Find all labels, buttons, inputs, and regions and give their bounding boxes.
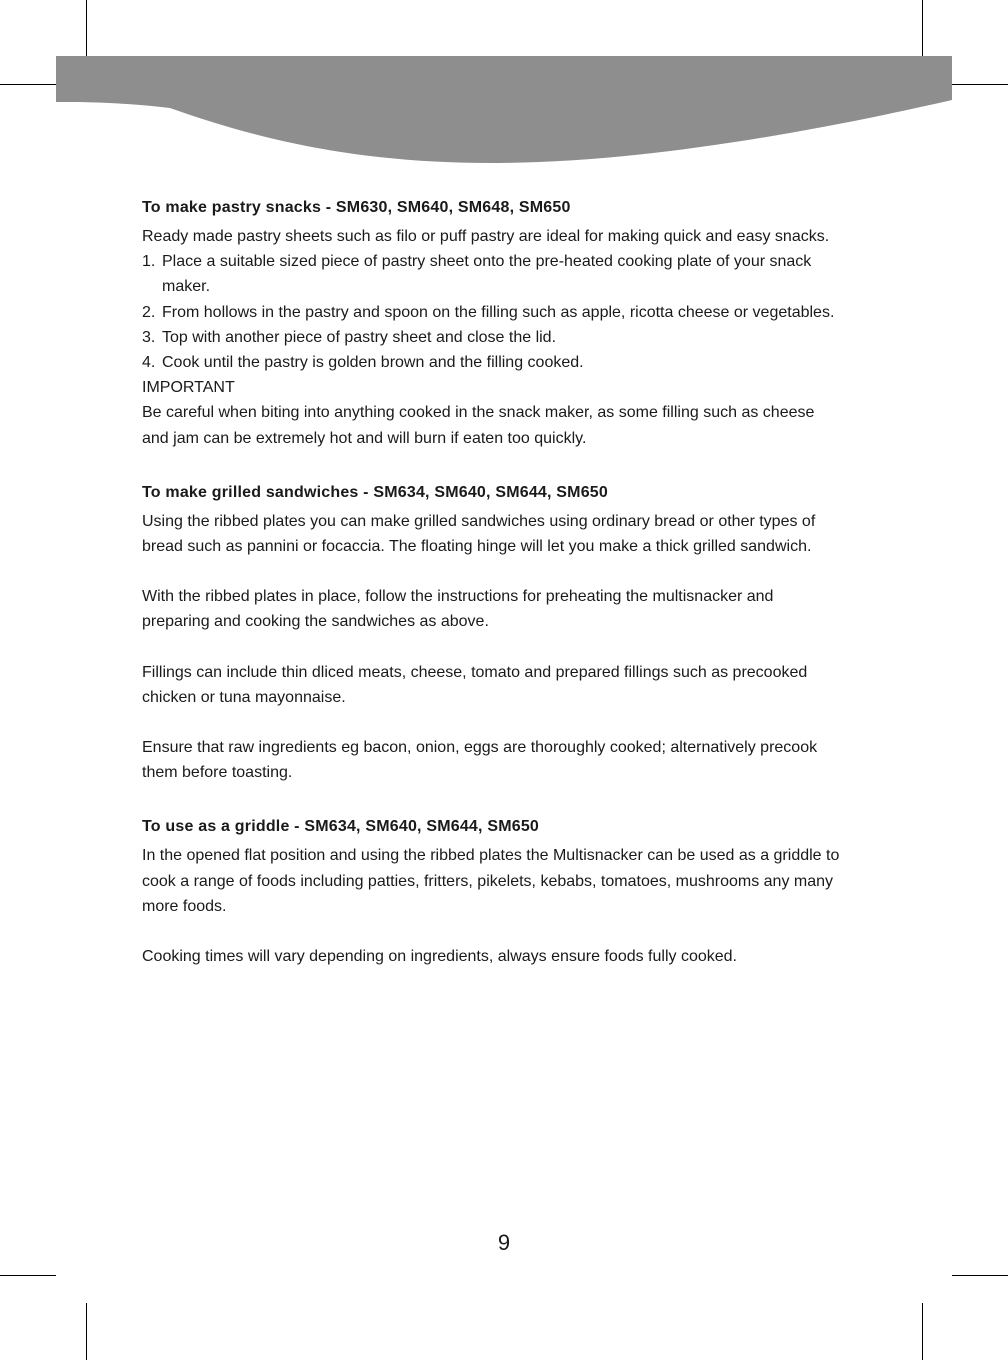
section-heading: To make pastry snacks - SM630, SM640, SM648, SM650 — [142, 199, 571, 216]
list-item: 2. From hollows in the pastry and spoon on the filling such as apple, ricotta cheese or vegetables. — [142, 303, 835, 321]
section-intro: Ready made pastry sheets such as filo or puff pastry are ideal for making quick and easy snacks. — [142, 228, 830, 245]
paragraph: With the ribbed plates in place, follow the instructions for preheating the multisnacker and preparing and cooking the sandwiches as above. — [142, 588, 774, 631]
page-content — [142, 196, 842, 969]
crop-mark — [0, 1275, 56, 1276]
section-heading: To use as a griddle - SM634, SM640, SM644, SM650 — [142, 818, 540, 836]
list-item: 1. Place a suitable sized piece of pastry sheet onto the pre-heated cooking plate of your snack maker. — [142, 253, 812, 296]
section-grilled-sandwiches — [142, 481, 842, 786]
paragraph: Cooking times will vary depending on ingredients, always ensure foods fully cooked. — [142, 948, 737, 966]
list-item: 4. Cook until the pastry is golden brown and the filling cooked. — [142, 354, 584, 372]
paragraph: Using the ribbed plates you can make grilled sandwiches using ordinary bread or other types of bread such as pannini or focaccia. The floating hinge will let you make a thick grilled sandwich. — [142, 512, 816, 556]
crop-mark — [922, 1303, 923, 1360]
header-banner — [0, 0, 1008, 170]
steps-list — [142, 249, 842, 375]
important-label: IMPORTANT — [142, 379, 235, 397]
section-pastry-snacks — [142, 196, 842, 451]
paragraph: Fillings can include thin dliced meats, cheese, tomato and prepared fillings such as precooked chicken or tuna mayonnaise. — [142, 663, 808, 706]
crop-mark — [86, 1303, 87, 1360]
page-number: 9 — [497, 1230, 511, 1255]
crop-mark — [952, 1275, 1008, 1276]
important-text: Be careful when biting into anything cooked in the snack maker, as some filling such as cheese and jam can be extremely hot and will burn if eaten too quickly. — [142, 404, 815, 447]
paragraph: In the opened flat position and using the ribbed plates the Multisnacker can be used as a griddle to cook a range of foods including patties, fritters, pikelets, kebabs, tomatoes, mushrooms any many more foods. — [142, 847, 840, 915]
list-item: 3. Top with another piece of pastry sheet and close the lid. — [142, 328, 557, 346]
paragraph: Ensure that raw ingredients eg bacon, onion, eggs are thoroughly cooked; alternatively precook them before toasting. — [142, 739, 818, 782]
section-heading: To make grilled sandwiches - SM634, SM640, SM644, SM650 — [142, 483, 608, 501]
section-griddle — [142, 815, 842, 969]
